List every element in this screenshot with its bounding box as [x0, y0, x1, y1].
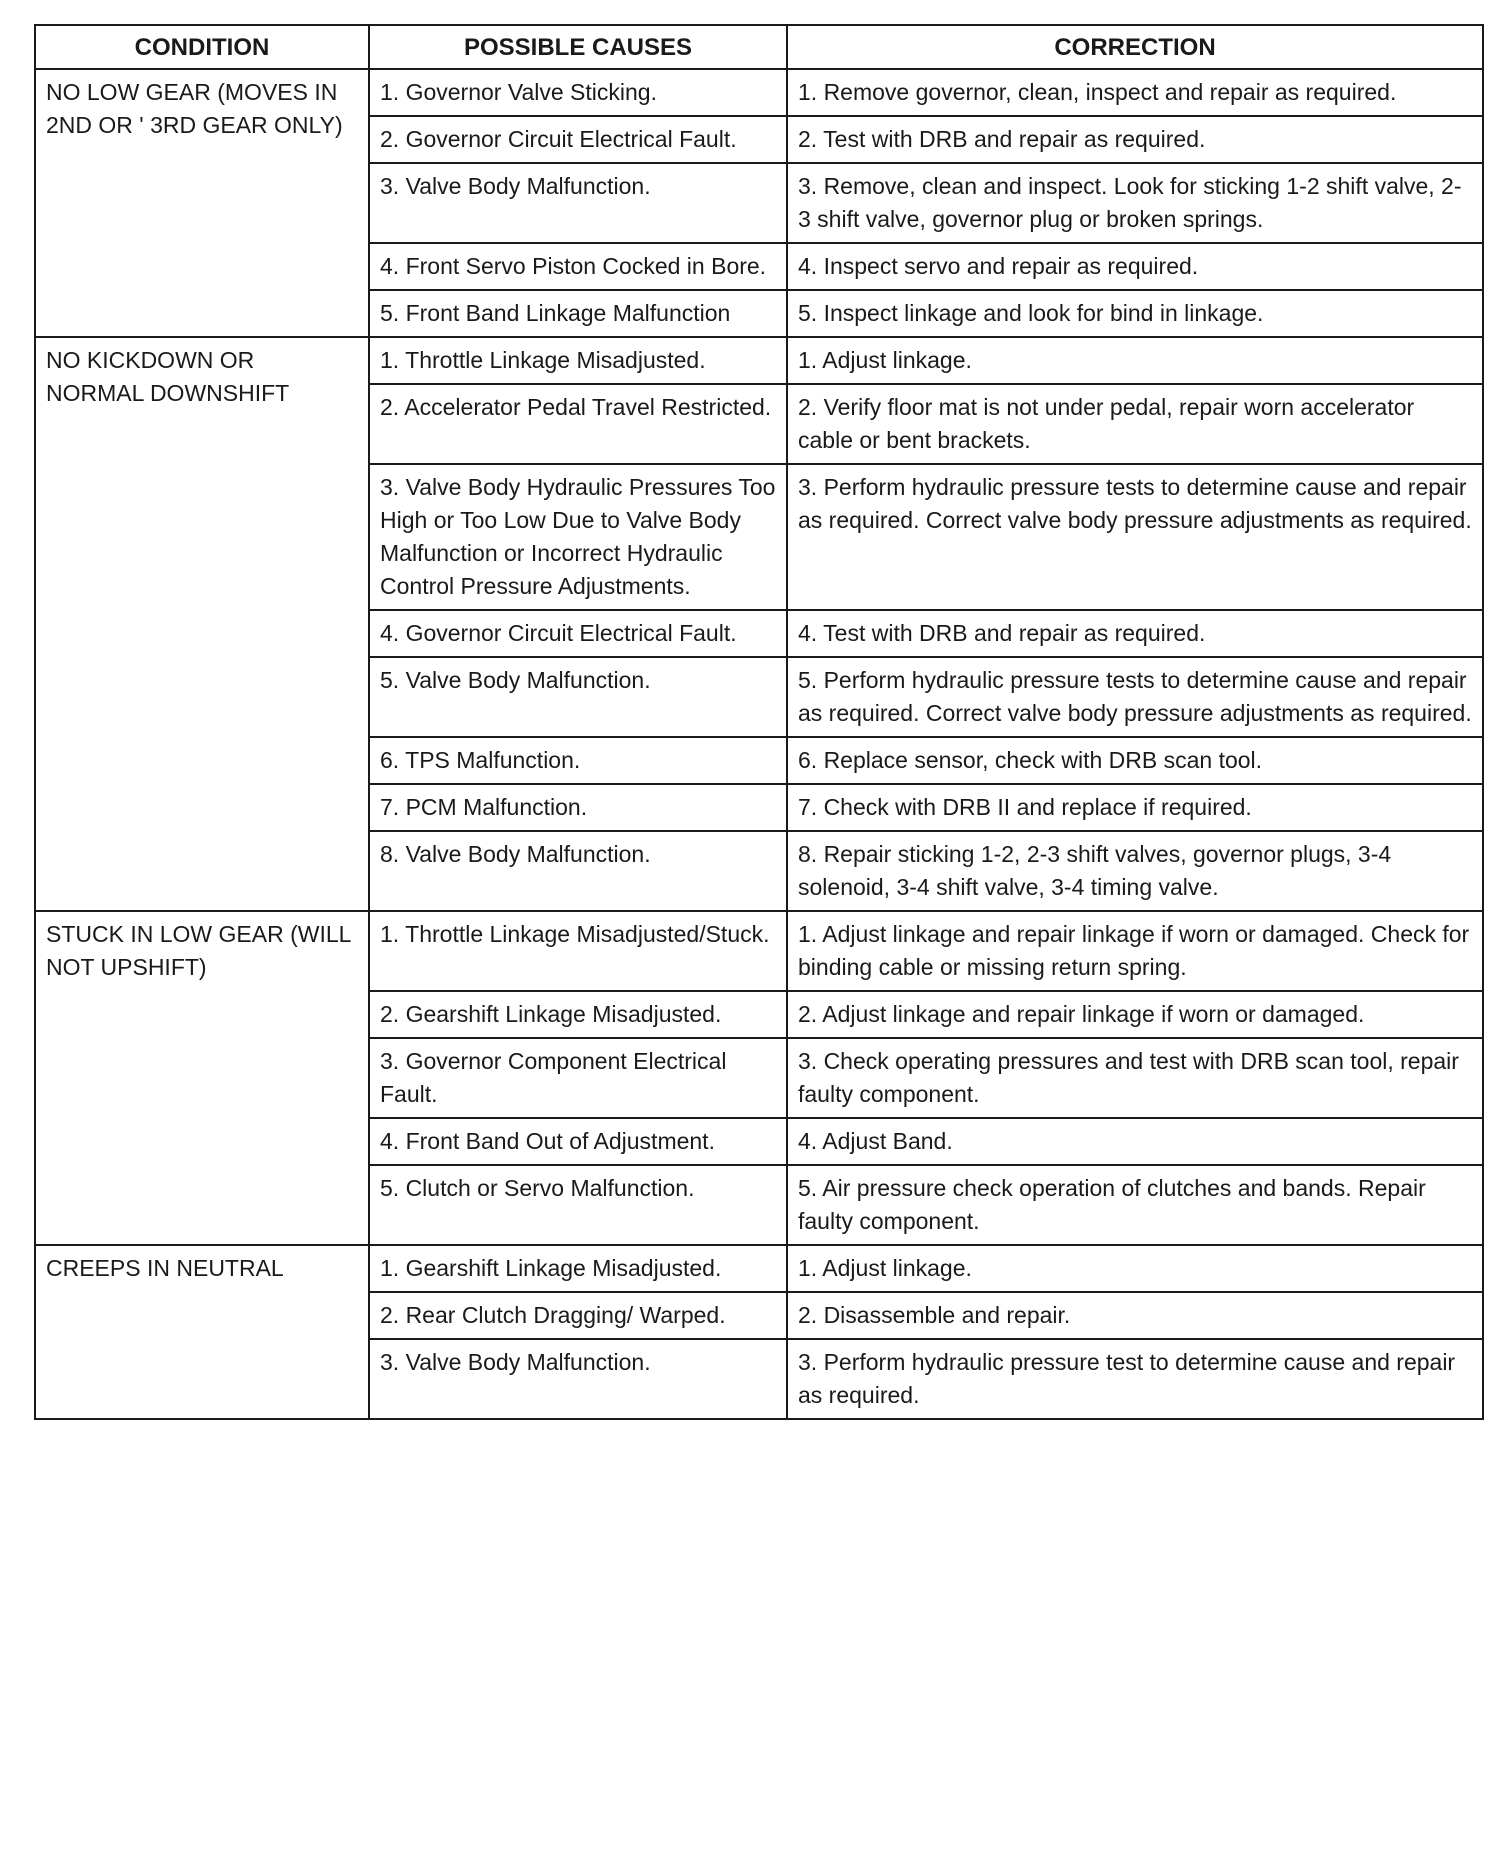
table-header [35, 25, 1483, 69]
correction-cell: 5. Air pressure check operation of clutches and bands. Repair faulty component. [787, 1165, 1483, 1245]
possible-cause-cell: 1. Governor Valve Sticking. [369, 69, 787, 116]
correction-cell: 2. Disassemble and repair. [787, 1292, 1483, 1339]
correction-cell: 1. Adjust linkage and repair linkage if worn or damaged. Check for binding cable or missing return spring. [787, 911, 1483, 991]
correction-cell: 4. Inspect servo and repair as required. [787, 243, 1483, 290]
possible-cause-cell: 4. Front Servo Piston Cocked in Bore. [369, 243, 787, 290]
possible-cause-cell: 3. Valve Body Malfunction. [369, 1339, 787, 1419]
correction-cell: 3. Perform hydraulic pressure test to determine cause and repair as required. [787, 1339, 1483, 1419]
table-row [35, 911, 1483, 991]
correction-cell: 1. Adjust linkage. [787, 337, 1483, 384]
correction-cell: 2. Adjust linkage and repair linkage if worn or damaged. [787, 991, 1483, 1038]
correction-cell: 7. Check with DRB II and replace if required. [787, 784, 1483, 831]
header-possible-causes: POSSIBLE CAUSES [369, 25, 787, 69]
correction-cell: 5. Inspect linkage and look for bind in linkage. [787, 290, 1483, 337]
correction-cell: 8. Repair sticking 1-2, 2-3 shift valves, governor plugs, 3-4 solenoid, 3-4 shift valve, 3-4 timing valve. [787, 831, 1483, 911]
possible-cause-cell: 5. Front Band Linkage Malfunction [369, 290, 787, 337]
possible-cause-cell: 3. Valve Body Hydraulic Pressures Too High or Too Low Due to Valve Body Malfunction or Incorrect Hydraulic Control Pressure Adjustments. [369, 464, 787, 610]
possible-cause-cell: 1. Gearshift Linkage Misadjusted. [369, 1245, 787, 1292]
condition-cell: NO LOW GEAR (MOVES IN 2ND OR ' 3RD GEAR ONLY) [35, 69, 369, 337]
possible-cause-cell: 4. Front Band Out of Adjustment. [369, 1118, 787, 1165]
diagnosis-table-page [34, 24, 1482, 1420]
possible-cause-cell: 3. Governor Component Electrical Fault. [369, 1038, 787, 1118]
correction-cell: 2. Test with DRB and repair as required. [787, 116, 1483, 163]
possible-cause-cell: 2. Gearshift Linkage Misadjusted. [369, 991, 787, 1038]
correction-cell: 1. Remove governor, clean, inspect and repair as required. [787, 69, 1483, 116]
correction-cell: 3. Check operating pressures and test with DRB scan tool, repair faulty component. [787, 1038, 1483, 1118]
possible-cause-cell: 7. PCM Malfunction. [369, 784, 787, 831]
correction-cell: 1. Adjust linkage. [787, 1245, 1483, 1292]
correction-cell: 3. Remove, clean and inspect. Look for sticking 1-2 shift valve, 2-3 shift valve, governor plug or broken springs. [787, 163, 1483, 243]
condition-cell: STUCK IN LOW GEAR (WILL NOT UPSHIFT) [35, 911, 369, 1245]
header-condition: CONDITION [35, 25, 369, 69]
possible-cause-cell: 5. Clutch or Servo Malfunction. [369, 1165, 787, 1245]
table-body [35, 69, 1483, 1419]
possible-cause-cell: 3. Valve Body Malfunction. [369, 163, 787, 243]
diagnosis-table [34, 24, 1484, 1420]
table-row [35, 337, 1483, 384]
possible-cause-cell: 2. Accelerator Pedal Travel Restricted. [369, 384, 787, 464]
correction-cell: 3. Perform hydraulic pressure tests to determine cause and repair as required. Correct valve body pressure adjustments as required. [787, 464, 1483, 610]
possible-cause-cell: 8. Valve Body Malfunction. [369, 831, 787, 911]
correction-cell: 5. Perform hydraulic pressure tests to determine cause and repair as required. Correct valve body pressure adjustments as required. [787, 657, 1483, 737]
correction-cell: 4. Test with DRB and repair as required. [787, 610, 1483, 657]
header-correction: CORRECTION [787, 25, 1483, 69]
possible-cause-cell: 1. Throttle Linkage Misadjusted. [369, 337, 787, 384]
header-row [35, 25, 1483, 69]
possible-cause-cell: 6. TPS Malfunction. [369, 737, 787, 784]
possible-cause-cell: 1. Throttle Linkage Misadjusted/Stuck. [369, 911, 787, 991]
correction-cell: 2. Verify floor mat is not under pedal, repair worn accelerator cable or bent brackets. [787, 384, 1483, 464]
table-row [35, 69, 1483, 116]
condition-cell: NO KICKDOWN OR NORMAL DOWNSHIFT [35, 337, 369, 911]
correction-cell: 6. Replace sensor, check with DRB scan tool. [787, 737, 1483, 784]
possible-cause-cell: 4. Governor Circuit Electrical Fault. [369, 610, 787, 657]
possible-cause-cell: 2. Rear Clutch Dragging/ Warped. [369, 1292, 787, 1339]
correction-cell: 4. Adjust Band. [787, 1118, 1483, 1165]
possible-cause-cell: 5. Valve Body Malfunction. [369, 657, 787, 737]
possible-cause-cell: 2. Governor Circuit Electrical Fault. [369, 116, 787, 163]
condition-cell: CREEPS IN NEUTRAL [35, 1245, 369, 1419]
table-row [35, 1245, 1483, 1292]
